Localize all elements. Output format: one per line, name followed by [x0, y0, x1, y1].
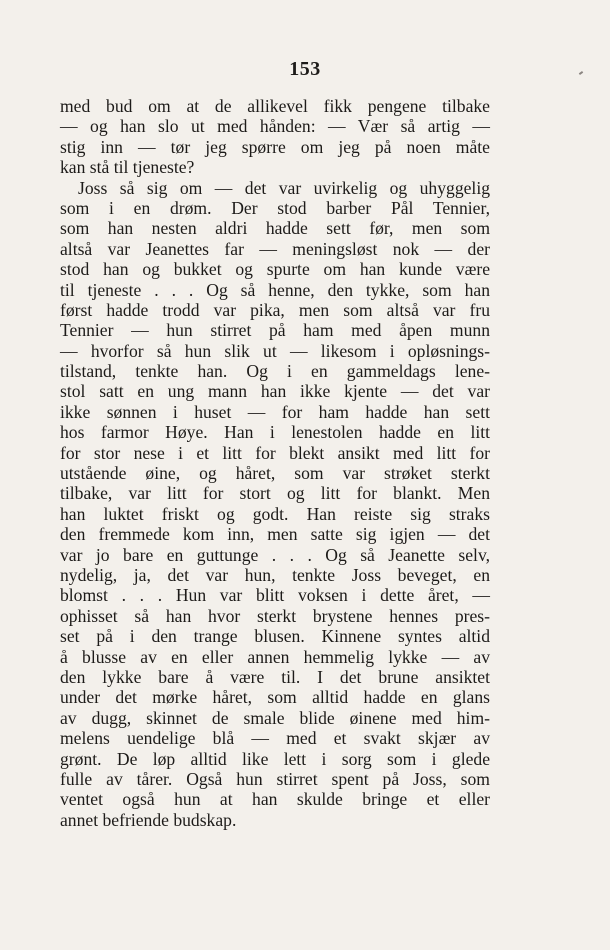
text-line: — hvorfor så hun slik ut — likesom i opløsnings-	[60, 340, 490, 361]
text-line: å blusse av en eller annen hemmelig lykke — av	[60, 646, 490, 667]
body-text	[60, 96, 490, 830]
text-line: Tennier — hun stirret på ham med åpen munn	[60, 320, 490, 341]
text-line: den fremmede kom inn, men satte sig igjen — det	[60, 524, 490, 545]
text-line: stig inn — tør jeg spørre om jeg på noen måte	[60, 136, 490, 157]
text-line: Joss så sig om — det var uvirkelig og uhyggelig	[78, 177, 490, 198]
text-line: melens uendelige blå — med et svakt skjær av	[60, 728, 490, 749]
text-line: grønt. De løp alltid like lett i sorg som i glede	[60, 748, 490, 769]
text-line: — og han slo ut med hånden: — Vær så artig —	[60, 116, 490, 137]
text-line: stol satt en ung mann han ikke kjente — det var	[60, 381, 490, 402]
text-line: tilstand, tenkte han. Og i en gammeldags lene-	[60, 361, 490, 382]
text-line: ophisset så han hvor sterkt brystene hennes pres-	[60, 605, 490, 626]
text-line: ikke sønnen i huset — for ham hadde han sett	[60, 401, 490, 422]
text-line: fulle av tårer. Også hun stirret spent på Joss, som	[60, 768, 490, 789]
text-line: som han nesten aldri hadde sett før, men som	[60, 218, 490, 239]
text-line: som i en drøm. Der stod barber Pål Tennier,	[60, 197, 490, 218]
text-line: var jo bare en guttunge . . . Og så Jeanette selv,	[60, 544, 490, 565]
text-line: for stor nese i et litt for blekt ansikt med litt for	[60, 442, 490, 463]
text-line: kan stå til tjeneste?	[60, 157, 195, 178]
text-line: han luktet friskt og godt. Han reiste sig straks	[60, 503, 490, 524]
text-line: altså var Jeanettes far — meningsløst nok — der	[60, 238, 490, 259]
text-line: ventet også hun at han skulde bringe et eller	[60, 789, 490, 810]
text-line: av dugg, skinnet de smale blide øinene med him-	[60, 707, 490, 728]
text-line: stod han og bukket og spurte om han kunde være	[60, 259, 490, 280]
text-line: set på i den trange blusen. Kinnene syntes altid	[60, 626, 490, 647]
text-line: den lykke bare å være til. I det brune ansiktet	[60, 666, 490, 687]
text-line: først hadde trodd var pika, men som altså var fru	[60, 299, 490, 320]
page-number: 153	[289, 58, 321, 80]
text-line: nydelig, ja, det var hun, tenkte Joss beveget, en	[60, 564, 490, 585]
text-line: hos farmor Høye. Han i lenestolen hadde en litt	[60, 422, 490, 443]
text-line: blomst . . . Hun var blitt voksen i dette året, —	[60, 585, 490, 606]
text-line: tilbake, var litt for stort og litt for blankt. Men	[60, 483, 490, 504]
text-line: annet befriende budskap.	[60, 809, 237, 830]
text-line: til tjeneste . . . Og så henne, den tykke, som han	[60, 279, 490, 300]
text-line: under det mørke håret, som alltid hadde en glans	[60, 687, 490, 708]
text-line: med bud om at de allikevel fikk pengene tilbake	[60, 96, 490, 116]
text-line: utstående øine, og håret, som var strøket sterkt	[60, 463, 490, 484]
